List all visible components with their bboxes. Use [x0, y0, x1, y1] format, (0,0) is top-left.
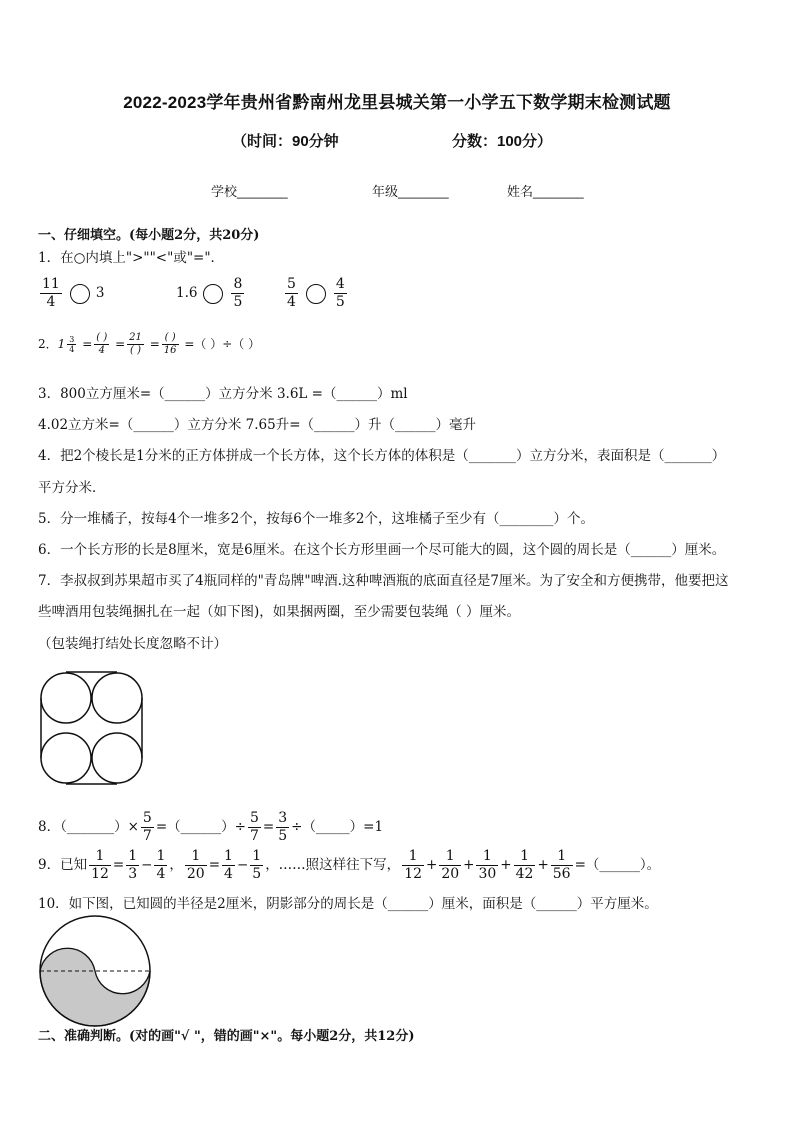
name-field: 姓名_______ — [507, 184, 584, 199]
question-10: 10．如下图，已知圆的半径是2厘米，阴影部分的周长是（______）厘米，面积是（______）平方厘米。 — [38, 896, 658, 912]
question-7-cont: 些啤酒用包装绳捆扎在一起（如下图)，如果捆两圈，至少需要包装绳（ ）厘米。 — [38, 604, 521, 620]
q1-compare-a: $\frac{11}{4}$ 3 — [42, 276, 105, 310]
question-1: 1．在○内填上">""<"或"="． — [38, 250, 225, 266]
question-7-note: （包装绳打结处长度忽略不计） — [38, 636, 227, 652]
page-title: 2022-2023学年贵州省黔南州龙里县城关第一小学五下数学期末检测试题 — [123, 93, 671, 112]
question-4: 4．把2个棱长是1分米的正方体拼成一个长方体，这个长方体的体积是（_______）立方分米，表面积是（_______） — [38, 448, 726, 464]
fraction: $\frac{8}{5}$ — [233, 276, 243, 310]
question-2: 2．1 $\frac{3}{4}$ = $\frac{( )}{4}$ = $\frac{21}{( )}$ = $\frac{( )}{16}$ =（ ）÷（ ） — [38, 332, 261, 356]
q1-compare-b: 1.6 $\frac{8}{5}$ — [176, 276, 243, 310]
fraction: $\frac{5}{4}$ — [287, 276, 296, 310]
question-6: 6．一个长方形的长是8厘米，宽是6厘米。在这个长方形里画一个尽可能大的圆，这个圆的周长是（______）厘米。 — [38, 542, 726, 558]
bottles-bundle-figure — [38, 666, 148, 791]
question-9: 9．已知 $\frac{1}{12}$ = $\frac{1}{3}$ − $\frac{1}{4}$ ， $\frac{1}{20}$ = $\frac{1}{4}$ − $\frac{1}{5}$ ，……照这样往下写， $\frac{1}{12}$ + $\frac{1}{20}$ + $\frac{1}{30}$ + $\frac{1}{42}$ + $\frac{1}{56}$ =（______）。 — [38, 848, 661, 882]
question-7: 7．李叔叔到苏果超市买了4瓶同样的"青岛牌"啤酒.这种啤酒瓶的底面直径是7厘米。为了安全和方便携带，他要把这 — [38, 573, 729, 589]
compare-circle[interactable] — [70, 284, 90, 304]
exam-score: 分数：100分） — [452, 133, 553, 150]
compare-circle[interactable] — [306, 284, 326, 304]
school-field: 学校_______ — [211, 184, 288, 199]
question-8: 8．（_______）× $\frac{5}{7}$ =（______）÷ $\frac{5}{7}$ = $\frac{3}{5}$ ÷（_____）=1 — [38, 810, 384, 844]
compare-circle[interactable] — [203, 284, 223, 304]
question-3-cont: 4.02立方米=（______）立方分米 7.65升=（______）升（______）毫升 — [38, 417, 477, 433]
shaded-region — [40, 948, 150, 1026]
q1-compare-c — [283, 276, 349, 311]
question-4-cont: 平方分米． — [38, 480, 106, 496]
shaded-circle-figure — [38, 918, 153, 1028]
question-5: 5．分一堆橘子，按每4个一堆多2个，按每6个一堆多2个，这堆橘子至少有（________）个。 — [38, 511, 594, 527]
question-3: 3．800立方厘米=（______）立方分米 3.6L =（______）ml — [38, 386, 408, 402]
fraction: $\frac{11}{4}$ — [42, 276, 60, 310]
fraction: $\frac{4}{5}$ — [335, 276, 345, 310]
section-1-heading: 一、仔细填空。(每小题2分，共20分) — [38, 228, 260, 243]
section-2-heading: 二、准确判断。(对的画"√ "，错的画"×"。每小题2分，共12分) — [38, 1029, 415, 1044]
grade-field: 年级_______ — [372, 184, 449, 199]
exam-time: （时间：90分钟 — [232, 133, 339, 150]
